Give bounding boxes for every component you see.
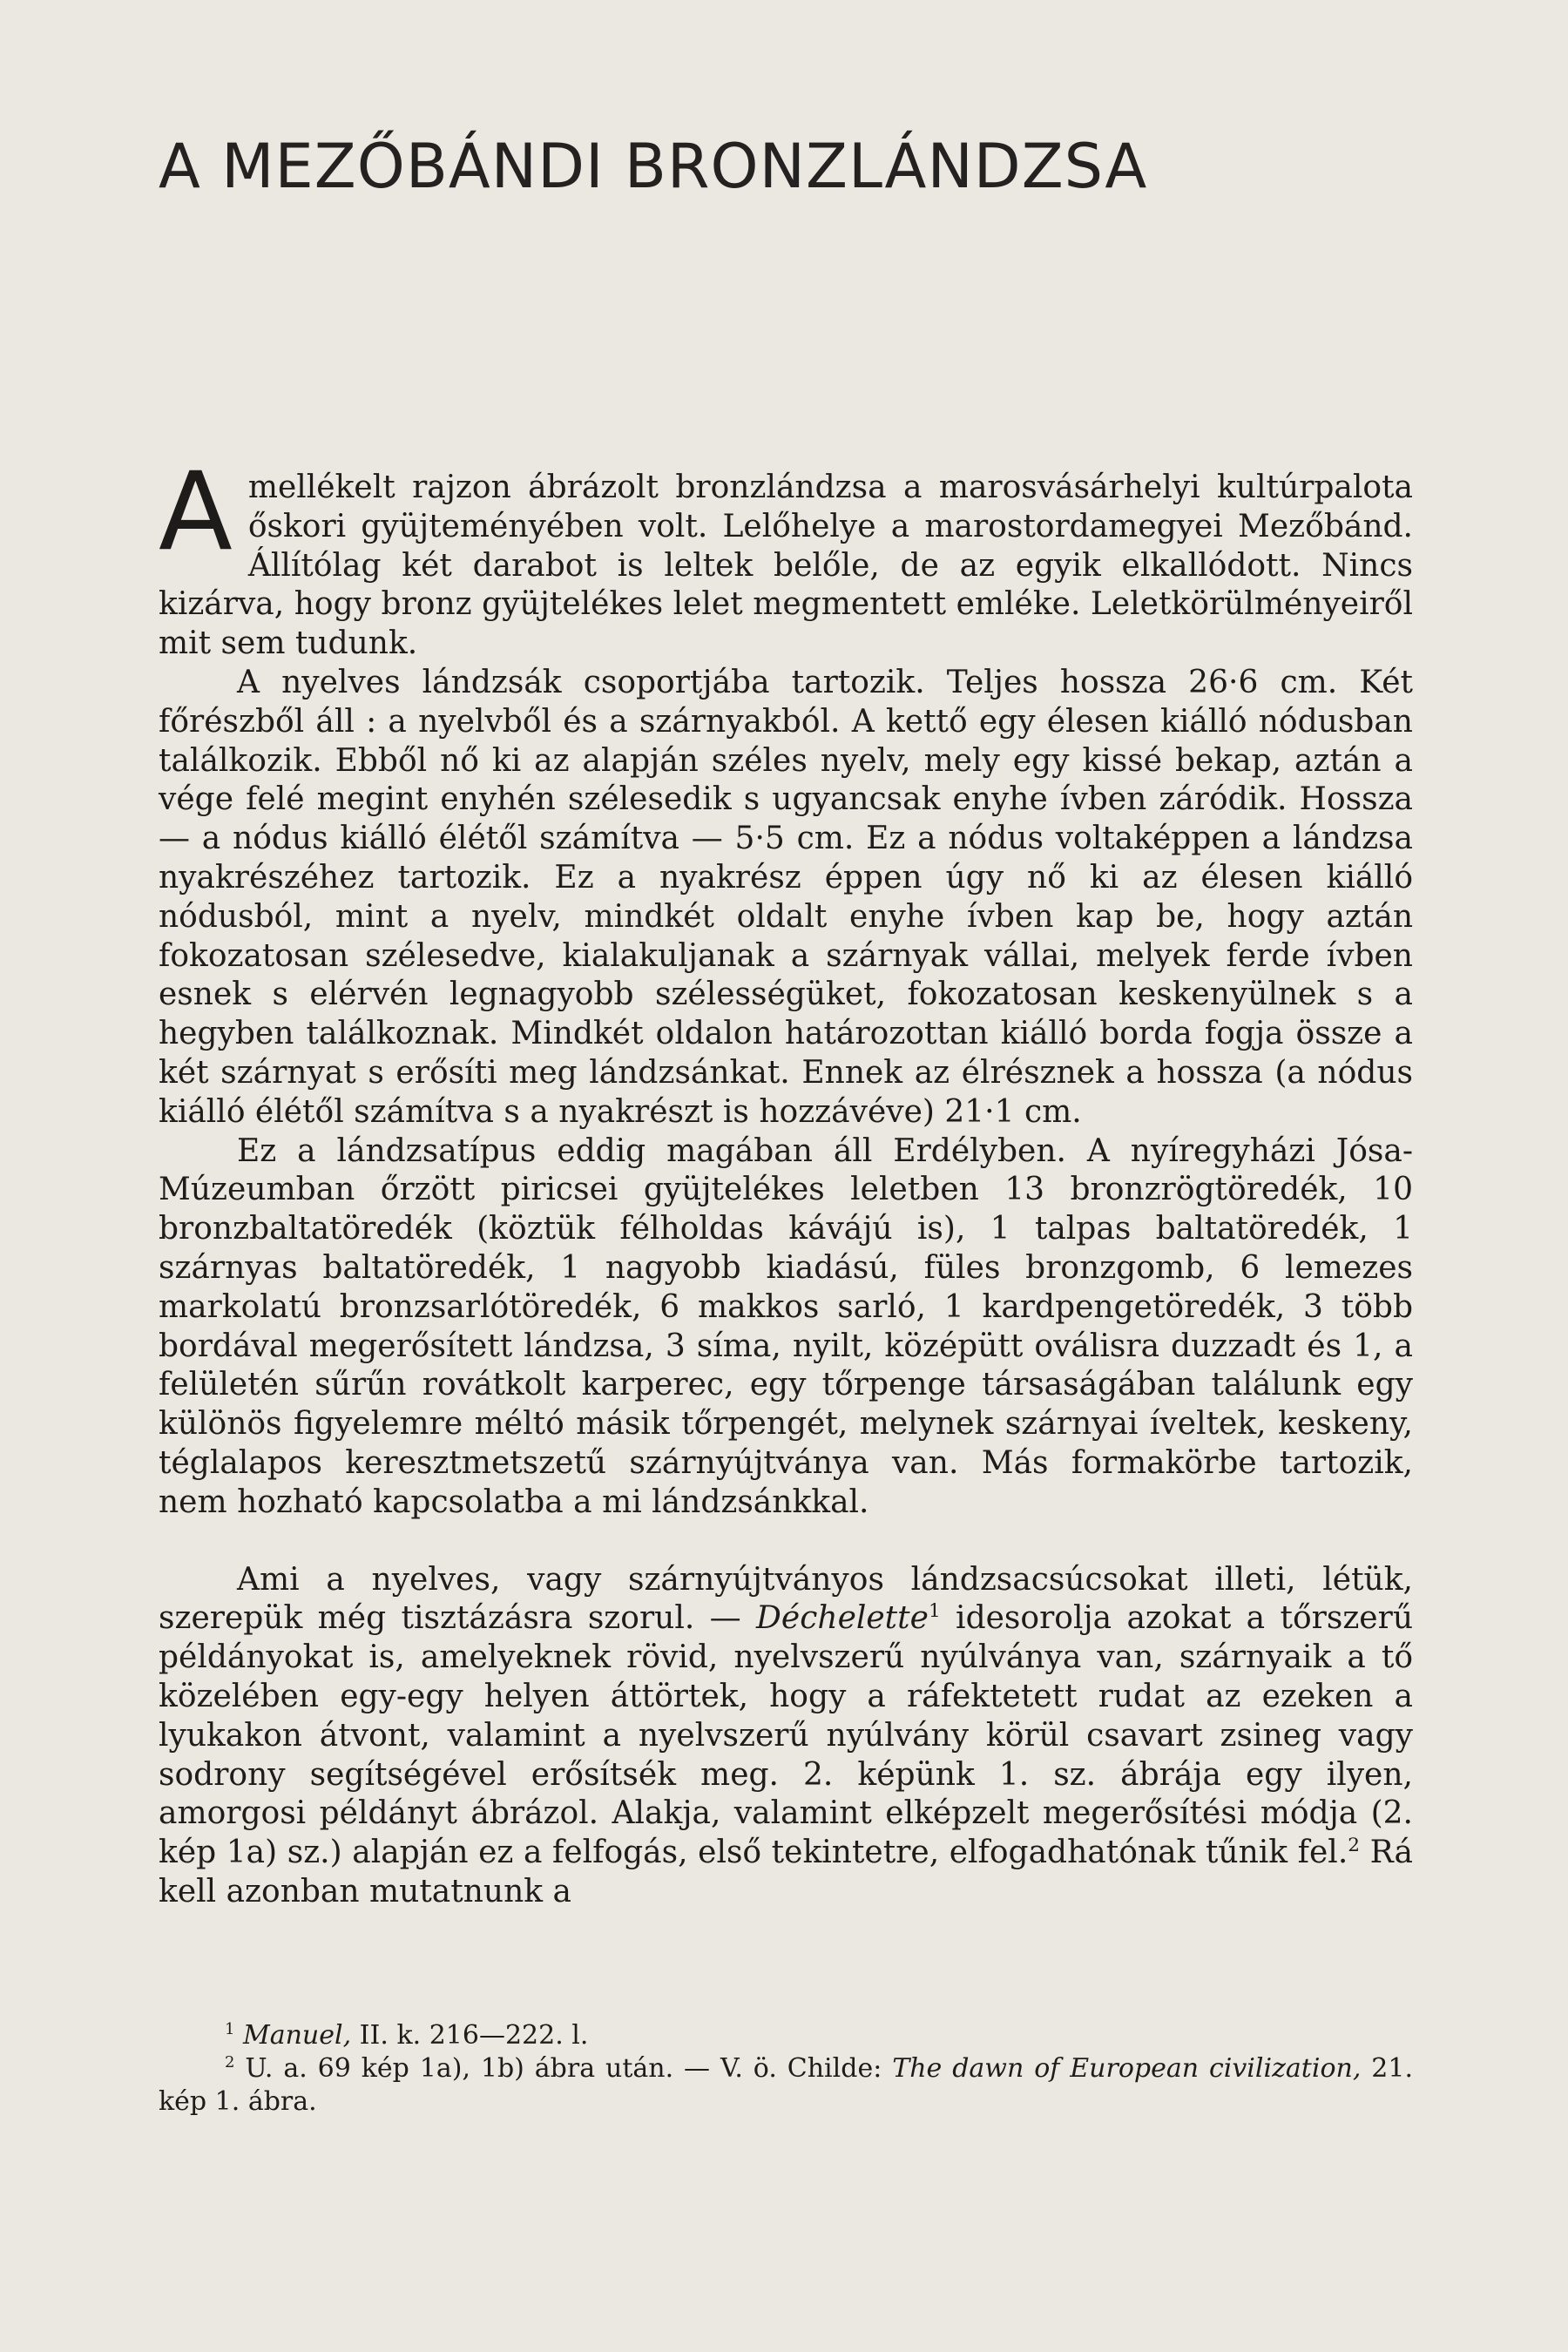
footnote-2-title: The dawn of European civilization, [892,2053,1362,2084]
footnote-1 [159,2019,1413,2052]
footnotes [159,2019,1413,2119]
paragraph-4-part-2: idesorolja azokat a tőrszerű példányokat is, amelyeknek rövid, nyelvszerű nyúlványa van, szárnyaik a tő közelében egy-egy helyen áttörtek, hogy a ráfektetett rudat az ezeken a lyukakon átvont, valamint a nyelvszerű nyúlvány körül csavart zsineg vagy sodrony segítségével erősítsék meg. 2. képünk 1. sz. ábrája egy ilyen, amorgosi példányt ábrázol. Alakja, valamint elképzelt megerősítési módja (2. kép 1a) sz.) alapján ez a felfogás, első tekintetre, elfogadhatónak tűnik fel. [159,1600,1414,1871]
article-body [159,449,1414,1912]
paragraph-4-part-3: Rá kell azonban mutatnunk a [159,1835,1413,1909]
paragraph-3: Ez a lándzsatípus eddig magában áll Erdélyben. A nyíregyházi Jósa-Múzeumban őrzött piricsei gyüjtelékes leletben 13 bronzrögtöredék, 10 bronzbaltatöredék (köztük félholdas kávájú is), 1 talpas baltatöredék, 1 szárnyas baltatöredék, 1 nagyobb kiadású, füles bronzgomb, 6 lemezes markolatú bronzsarlótöredék, 6 makkos sarló, 1 kardpengetöredék, 3 több bordával megerősített lándzsa, 3 síma, nyilt, középütt oválisra duzzadt és 1, a felületén sűrűn rovátkolt karperec, egy tőrpenge társaságában találunk egy különös figyelemre méltó másik tőrpengét, melynek szárnyai íveltek, keskeny, téglalapos keresztmetszetű szárnyújtványa van. Más formakörbe tartozik, nem hozható kapcsolatba a mi lándzsánkkal. [159,1132,1413,1520]
footnote-2-number: 2 [225,2053,235,2072]
footnote-2-text-pre: U. a. 69 kép 1a), 1b) ábra után. — V. ö. Childe: [234,2053,893,2084]
page-title: A MEZŐBÁNDI BRONZLÁNDZSA [159,131,1148,202]
paragraph-4-part-1: Ami a nyelves, vagy szárnyújtványos lándzsacsúcsokat illeti, létük, szerepük még tisztázásra szorul. — [159,1561,1413,1637]
footnote-1-text: II. k. 216—222. l. [351,2020,589,2051]
footnote-1-title: Manuel, [243,2020,352,2051]
paragraph-1-text: mellékelt rajzon ábrázolt bronzlándzsa a marosvásárhelyi kultúrpalota őskori gyüjteményében volt. Lelőhelye a marostordamegyei Mezőbánd. Állítólag két darabot is leltek belőle, de az egyik elkallódott. Nincs kizárva, hogy bronz gyüjtelékes lelet megmentett emléke. Leletkörülményeiről mit sem tudunk. [159,470,1413,662]
paragraph-1 [159,449,1413,664]
footnote-2 [159,2052,1413,2119]
paragraph-4 [159,1561,1413,1912]
drop-cap: A [159,449,233,575]
footnote-1-number: 1 [225,2020,235,2038]
section-gap [159,1523,1413,1561]
footnote-ref-1[interactable]: 1 [928,1600,941,1623]
paragraph-2: A nyelves lándzsák csoportjába tartozik. Teljes hossza 26·6 cm. Két főrészből áll : a nyelvből és a szárnyakból. A kettő egy élesen kiálló nódusban találkozik. Ebből nő ki az alapján széles nyelv, mely egy kissé bekap, aztán a vége felé megint enyhén szélesedik s ugyancsak enyhe ívben záródik. Hossza — a nódus kiálló élétől számítva — 5·5 cm. Ez a nódus voltaképpen a lándzsa nyakrészéhez tartozik. Ez a nyakrész éppen úgy nő ki az élesen kiálló nódusból, mint a nyelv, mindkét oldalt enyhe ívben kap be, hogy aztán fokozatosan szélesedve, kialakuljanak a szárnyak vállai, melyek ferde ívben esnek s elérvén legnagyobb szélességüket, fokozatosan keskenyülnek s a hegyben találkoznak. Mindkét oldalon határozottan kiálló borda fogja össze a két szárnyat s erősíti meg lándzsánkat. Ennek az élrésznek a hossza (a nódus kiálló élétől számítva s a nyakrészt is hozzávéve) 21·1 cm. [159,664,1413,1130]
footnote-2-text-rest: 21. kép 1. ábra. [159,2053,1413,2117]
author-name-dechelette: Déchelette [756,1600,929,1637]
footnote-ref-2[interactable]: 2 [1348,1835,1361,1857]
